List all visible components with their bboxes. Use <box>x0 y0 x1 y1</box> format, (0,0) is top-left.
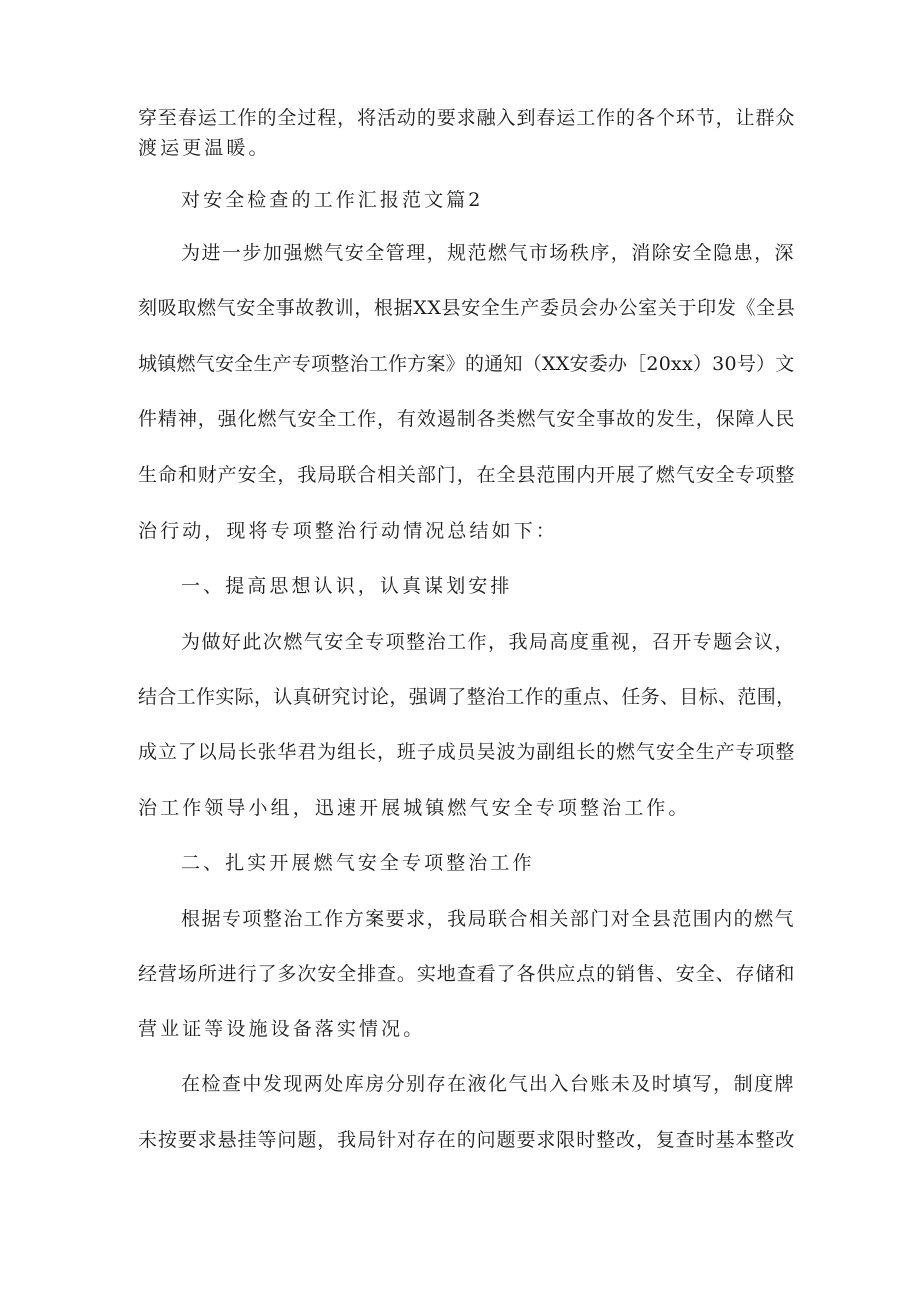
section-heading: 对安全检查的工作汇报范文篇2 <box>181 189 484 211</box>
text-line: 根据专项整治工作方案要求，我局联合相关部门对全县范围内的燃气 <box>181 908 796 930</box>
text-line: 结合工作实际，认真研究讨论，强调了整治工作的重点、任务、目标、范围， <box>138 686 796 708</box>
text-line: 经营场所进行了多次安全排查。实地查看了各供应点的销售、安全、存储和 <box>138 963 796 985</box>
text-line: 城镇燃气安全生产专项整治工作方案》的通知（XX安委办［20xx）30号）文 <box>138 353 795 375</box>
text-line: 为做好此次燃气安全专项整治工作，我局高度重视，召开专题会议， <box>181 631 796 653</box>
text-line: 治行动，现将专项整治行动情况总结如下： <box>138 520 558 542</box>
text-line: 未按要求悬挂等问题，我局针对存在的问题要求限时整改，复查时基本整改 <box>138 1129 796 1151</box>
text-line: 刻吸取燃气安全事故教训，根据XX县安全生产委员会办公室关于印发《全县 <box>138 297 796 319</box>
text-line: 穿至春运工作的全过程，将活动的要求融入到春运工作的各个环节，让群众 <box>138 107 796 129</box>
subheading: 二、扎实开展燃气安全专项整治工作 <box>181 852 535 874</box>
text-line: 渡运更温暖。 <box>138 137 271 159</box>
text-line: 治工作领导小组，迅速开展城镇燃气安全专项整治工作。 <box>138 797 691 819</box>
text-line: 生命和财产安全，我局联合相关部门，在全县范围内开展了燃气安全专项整 <box>138 464 796 486</box>
text-line: 在检查中发现两处库房分别存在液化气出入台账未及时填写，制度牌 <box>181 1073 796 1095</box>
text-line: 成立了以局长张华君为组长，班子成员吴波为副组长的燃气安全生产专项整 <box>138 741 796 763</box>
subheading: 一、提高思想认识，认真谋划安排 <box>181 575 513 597</box>
text-line: 件精神，强化燃气安全工作，有效遏制各类燃气安全事故的发生，保障人民 <box>138 408 796 430</box>
text-line: 为进一步加强燃气安全管理，规范燃气市场秩序，消除安全隐患，深 <box>181 242 796 264</box>
text-line: 营业证等设施设备落实情况。 <box>138 1018 426 1040</box>
